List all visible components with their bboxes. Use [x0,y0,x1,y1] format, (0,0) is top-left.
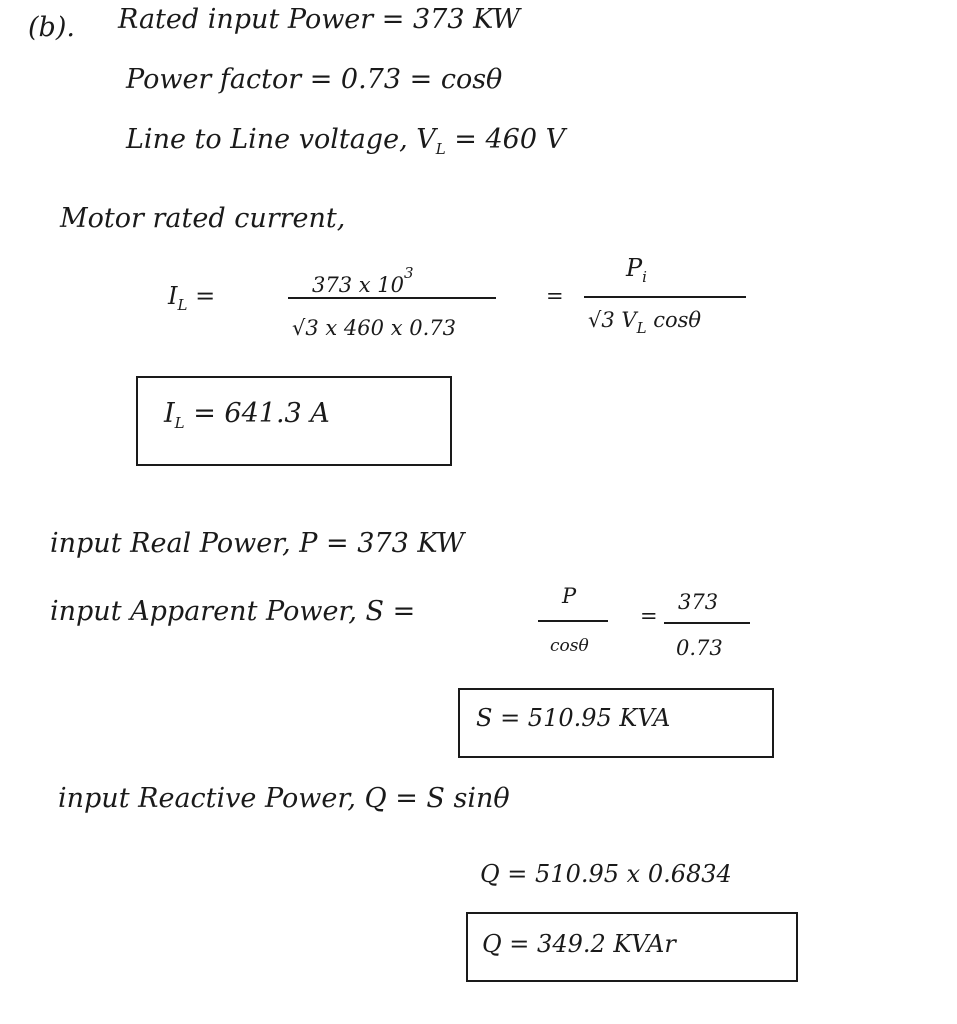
formula-numerator: $P_i$ [626,254,647,286]
power-factor-line: Power factor = 0.73 = cosθ [126,64,503,95]
part-label: (b). [28,12,75,43]
current-denominator: √3 x 460 x 0.73 [292,316,456,340]
rated-power-line: Rated input Power = 373 KW [118,4,521,35]
formula-denominator: √3 $V_L$ cosθ [588,308,702,337]
reactive-calc: Q = 510.95 x 0.6834 [480,860,732,888]
current-heading: Motor rated current, [60,203,346,234]
current-numerator: 373 x $10^3$ [312,264,414,297]
formula-fraction-bar [584,296,746,298]
apparent-value-denominator: 0.73 [676,636,723,660]
current-lhs: $I_L$ = [168,282,216,314]
current-equals: = [546,284,564,308]
real-power-line: input Real Power, P = 373 KW [50,528,465,559]
apparent-equals: = [640,604,658,628]
apparent-frac-numerator: P [562,584,577,608]
current-fraction-bar [288,297,496,299]
reactive-power-label: input Reactive Power, Q = S sinθ [58,783,510,814]
apparent-value-numerator: 373 [678,590,719,614]
reactive-result: Q = 349.2 KVAr [482,930,676,958]
apparent-power-label: input Apparent Power, S = [50,596,416,627]
apparent-frac-denominator: cosθ [550,636,589,656]
current-result: $I_L = 641.3$ A [164,398,330,432]
apparent-frac-bar [538,620,608,622]
apparent-value-bar [664,622,750,624]
apparent-result: S = 510.95 KVA [476,704,671,732]
line-voltage-line: Line to Line voltage, $V_L = 460$ V [126,124,566,158]
